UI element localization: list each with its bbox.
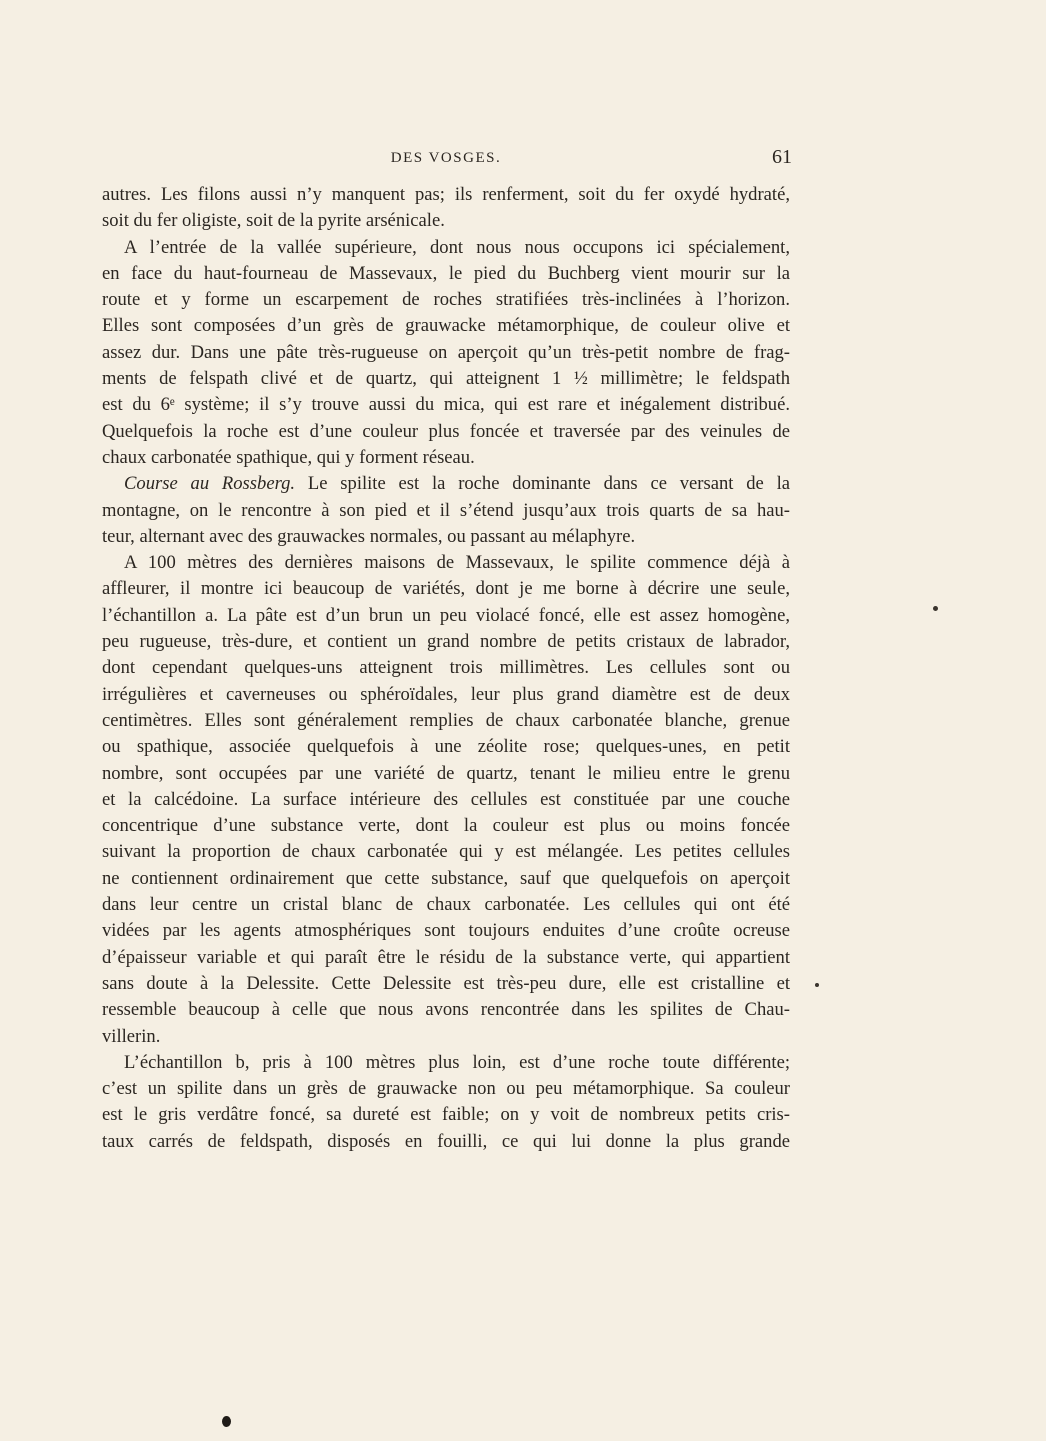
section-heading: Course au Rossberg. <box>124 473 296 495</box>
text-line: dont cependant quelques-uns atteignent trois millimètres. Les cellules sont ou <box>102 657 790 679</box>
text-line: autres. Les filons aussi n’y manquent pas; ils renferment, soit du fer oxydé hydraté, <box>102 184 790 205</box>
text-line: ou spathique, associée quelquefois à une zéolite rose; quelques-unes, en petit <box>102 736 790 758</box>
text-line: l’échantillon a. La pâte est d’un brun un peu violacé foncé, elle est assez homogène, <box>102 604 790 626</box>
text-line: A l’entrée de la vallée supérieure, dont nous nous occupons ici spécialement, <box>124 236 790 258</box>
text-line: ne contiennent ordinairement que cette substance, sauf que quelquefois on aperçoit <box>102 867 790 889</box>
text-line: centimètres. Elles sont généralement remplies de chaux carbonatée blanche, grenue <box>102 709 790 731</box>
text-line: est le gris verdâtre foncé, sa dureté est faible; on y voit de nombreux petits cris- <box>102 1104 790 1126</box>
text-line: villerin. <box>102 1025 161 1047</box>
text-line <box>102 471 790 497</box>
text-line: peu rugueuse, très-dure, et contient un grand nombre de petits cristaux de labrador, <box>102 631 790 653</box>
text-line: soit du fer oligiste, soit de la pyrite arsénicale. <box>102 210 445 232</box>
text-line: en face du haut-fourneau de Massevaux, le pied du Buchberg vient mourir sur la <box>102 262 790 284</box>
text-line: ments de felspath clivé et de quartz, qui atteignent 1 ½ millimètre; le feldspath <box>102 368 790 390</box>
print-speck <box>815 983 819 987</box>
text-line: vidées par les agents atmosphériques sont toujours enduites d’une croûte ocreuse <box>102 920 790 942</box>
text-line: teur, alternant avec des grauwackes normales, ou passant au mélaphyre. <box>102 525 636 547</box>
text-line: Quelquefois la roche est d’une couleur plus foncée et traversée par des veinules de <box>102 420 790 442</box>
running-title: DES VOSGES. <box>390 150 502 166</box>
page-header <box>102 148 790 172</box>
page-number: 61 <box>772 146 792 168</box>
text-line: ressemble beaucoup à celle que nous avons rencontrée dans les spilites de Chau- <box>102 999 790 1021</box>
text-line: affleurer, il montre ici beaucoup de variétés, dont je me borne à décrire une seule, <box>102 578 790 600</box>
text-line-rest: Le spilite est la roche dominante dans ce versant de la <box>295 473 790 495</box>
text-line: chaux carbonatée spathique, qui y forment réseau. <box>102 446 475 468</box>
text-line: d’épaisseur variable et qui paraît être le résidu de la substance verte, qui appartient <box>102 946 790 968</box>
text-line: concentrique d’une substance verte, dont la couleur est plus ou moins foncée <box>102 815 790 837</box>
text-line: dans leur centre un cristal blanc de chaux carbonatée. Les cellules qui ont été <box>102 894 790 916</box>
text-line: irrégulières et caverneuses ou sphéroïdales, leur plus grand diamètre est de deux <box>102 683 790 705</box>
text-line: suivant la proportion de chaux carbonatée qui y est mélangée. Les petites cellules <box>102 841 790 863</box>
ink-dot <box>222 1416 231 1427</box>
text-line: montagne, on le rencontre à son pied et il s’étend jusqu’aux trois quarts de sa hau- <box>102 499 790 521</box>
text-line: route et y forme un escarpement de roches stratifiées très-inclinées à l’horizon. <box>102 289 790 311</box>
body-text <box>102 182 790 1155</box>
text-line: A 100 mètres des dernières maisons de Massevaux, le spilite commence déjà à <box>124 552 790 574</box>
print-speck <box>933 606 938 611</box>
text-line: assez dur. Dans une pâte très-rugueuse on aperçoit qu’un très-petit nombre de frag- <box>102 341 790 363</box>
text-line: L’échantillon b, pris à 100 mètres plus loin, est d’une roche toute différente; <box>124 1051 790 1073</box>
text-line: Elles sont composées d’un grès de grauwacke métamorphique, de couleur olive et <box>102 315 790 337</box>
text-line: c’est un spilite dans un grès de grauwacke non ou peu métamorphique. Sa couleur <box>102 1078 790 1100</box>
text-line: sans doute à la Delessite. Cette Delessite est très-peu dure, elle est cristalline et <box>102 972 790 994</box>
text-line: taux carrés de feldspath, disposés en fouilli, ce qui lui donne la plus grande <box>102 1130 790 1152</box>
text-line: nombre, sont occupées par une variété de quartz, tenant le milieu entre le grenu <box>102 762 790 784</box>
text-line: est du 6ᵉ système; il s’y trouve aussi du mica, qui est rare et inégalement distribué. <box>102 394 790 416</box>
text-line: et la calcédoine. La surface intérieure des cellules est constituée par une couche <box>102 788 790 810</box>
